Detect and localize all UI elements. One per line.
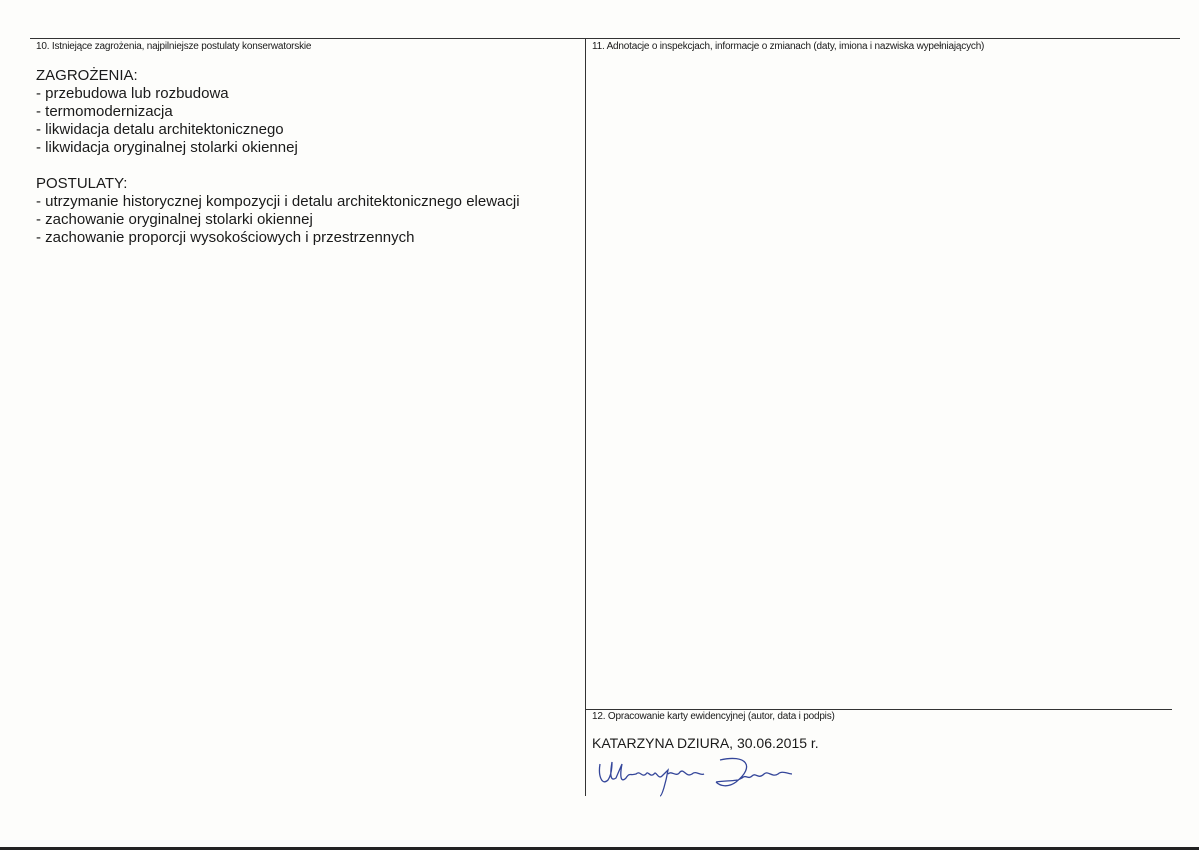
section12-rule [585,709,1172,710]
section11-heading: 11. Adnotacje o inspekcjach, informacje o zmianach (daty, imiona i nazwiska wypełniających) [592,41,985,52]
section10-heading: 10. Istniejące zagrożenia, najpilniejsze postulaty konserwatorskie [36,41,312,52]
postulate-item: - utrzymanie historycznej kompozycji i detalu architektonicznego elewacji [36,193,520,210]
threat-item: - likwidacja oryginalnej stolarki okiennej [36,139,298,156]
threat-item: - termomodernizacja [36,103,173,120]
postulates-title: POSTULATY: [36,175,128,192]
section10-content [36,67,520,247]
threats-title: ZAGROŻENIA: [36,67,138,84]
top-rule [30,38,1180,39]
threat-item: - przebudowa lub rozbudowa [36,85,229,102]
postulate-item: - zachowanie oryginalnej stolarki okiennej [36,211,313,228]
column-divider [585,38,586,796]
signature [596,752,836,802]
postulate-item: - zachowanie proporcji wysokościowych i przestrzennych [36,229,415,246]
author-date: KATARZYNA DZIURA, 30.06.2015 r. [592,735,819,751]
section12-heading: 12. Opracowanie karty ewidencyjnej (autor, data i podpis) [592,711,835,722]
threat-item: - likwidacja detalu architektonicznego [36,121,284,138]
